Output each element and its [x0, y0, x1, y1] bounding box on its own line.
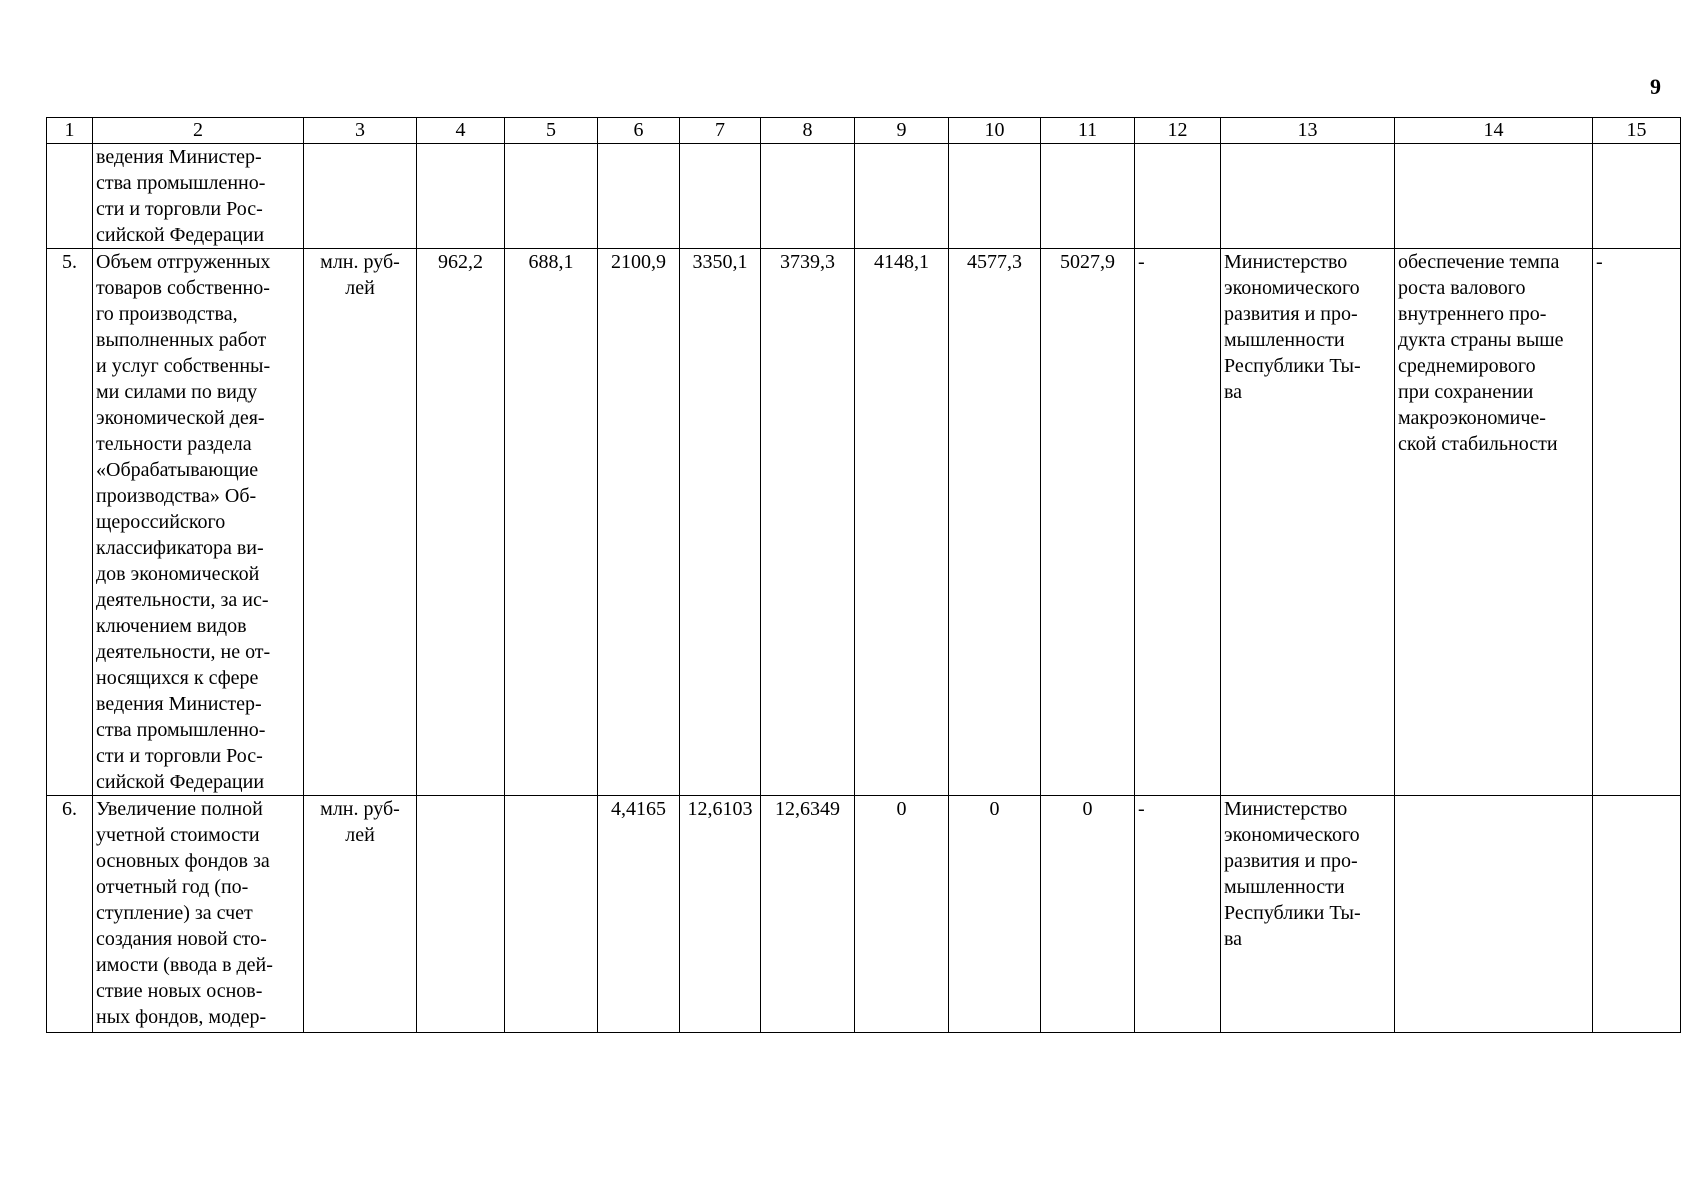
column-number: 2 [93, 118, 304, 144]
column-number: 13 [1221, 118, 1395, 144]
value-cell: 3350,1 [680, 249, 761, 796]
goal-cell [1395, 144, 1593, 249]
responsible-cell: Министерство экономического развития и про- мышленности Республики Ты- ва [1221, 249, 1395, 796]
column-number: 14 [1395, 118, 1593, 144]
column-number: 7 [680, 118, 761, 144]
value-cell: 3739,3 [761, 249, 855, 796]
value-cell: 12,6103 [680, 796, 761, 1033]
value-cell: 4,4165 [598, 796, 680, 1033]
col15-cell: - [1593, 249, 1681, 796]
column-number: 12 [1135, 118, 1221, 144]
column-numbers-row [47, 118, 1681, 144]
col15-cell [1593, 144, 1681, 249]
col12-cell: - [1135, 796, 1221, 1033]
row-number: 6. [47, 796, 93, 1033]
value-cell: 12,6349 [761, 796, 855, 1033]
table-row [47, 249, 1681, 796]
value-cell [949, 144, 1041, 249]
goal-cell: обеспечение темпа роста валового внутреннего про- дукта страны выше среднемирового при сохранении макроэкономиче- ской стабильности [1395, 249, 1593, 796]
value-cell [598, 144, 680, 249]
column-number: 6 [598, 118, 680, 144]
value-cell: 4577,3 [949, 249, 1041, 796]
value-cell: 5027,9 [1041, 249, 1135, 796]
column-number: 1 [47, 118, 93, 144]
col15-cell [1593, 796, 1681, 1033]
column-number: 15 [1593, 118, 1681, 144]
column-number: 11 [1041, 118, 1135, 144]
column-number: 3 [304, 118, 417, 144]
column-number: 5 [505, 118, 598, 144]
page-number: 9 [1650, 74, 1661, 99]
table-row [47, 144, 1681, 249]
value-cell [417, 796, 505, 1033]
value-cell [505, 144, 598, 249]
responsible-cell [1221, 144, 1395, 249]
value-cell [417, 144, 505, 249]
unit-cell [304, 144, 417, 249]
col12-cell [1135, 144, 1221, 249]
column-number: 9 [855, 118, 949, 144]
row-number: 5. [47, 249, 93, 796]
goal-cell [1395, 796, 1593, 1033]
value-cell [855, 144, 949, 249]
value-cell: 962,2 [417, 249, 505, 796]
indicators-table [46, 117, 1681, 1033]
value-cell: 0 [949, 796, 1041, 1033]
value-cell [680, 144, 761, 249]
indicator-name: ведения Министер- ства промышленно- сти и торговли Рос- сийской Федерации [93, 144, 304, 249]
value-cell: 0 [855, 796, 949, 1033]
value-cell [761, 144, 855, 249]
value-cell: 2100,9 [598, 249, 680, 796]
value-cell [505, 796, 598, 1033]
unit-cell: млн. руб- лей [304, 249, 417, 796]
column-number: 10 [949, 118, 1041, 144]
value-cell [1041, 144, 1135, 249]
table-row [47, 796, 1681, 1033]
column-number: 8 [761, 118, 855, 144]
column-number: 4 [417, 118, 505, 144]
indicator-name: Увеличение полной учетной стоимости основных фондов за отчетный год (по- ступление) за счет создания новой сто- имости (ввода в дей- ствие новых основ- ных фондов, модер- [93, 796, 304, 1033]
value-cell: 0 [1041, 796, 1135, 1033]
col12-cell: - [1135, 249, 1221, 796]
row-number [47, 144, 93, 249]
value-cell: 688,1 [505, 249, 598, 796]
unit-cell: млн. руб- лей [304, 796, 417, 1033]
indicator-name: Объем отгруженных товаров собственно- го производства, выполненных работ и услуг собственны- ми силами по виду экономической дея- тельности раздела «Обрабатывающие производства» Об- щероссийского классификатора ви- дов экономической деятельности, за ис- ключением видов деятельности, не от- носящихся к сфере ведения Министер- ства промышленно- сти и торговли Рос- сийской Федерации [93, 249, 304, 796]
responsible-cell: Министерство экономического развития и про- мышленности Республики Ты- ва [1221, 796, 1395, 1033]
value-cell: 4148,1 [855, 249, 949, 796]
